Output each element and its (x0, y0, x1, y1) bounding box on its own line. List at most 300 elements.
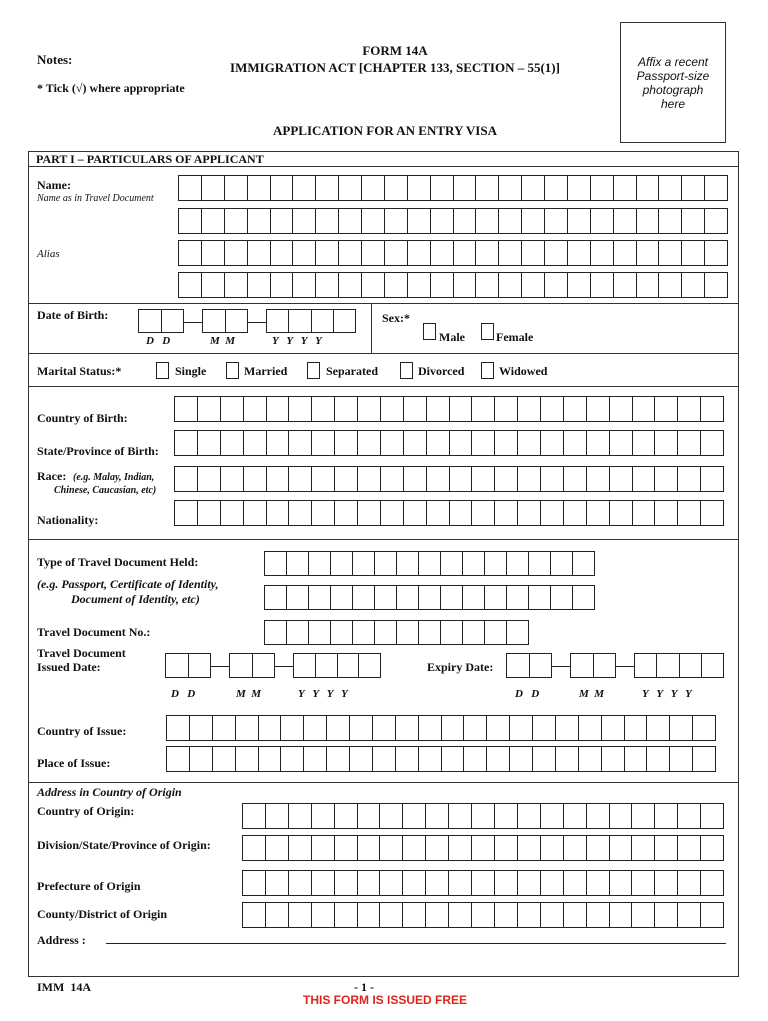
char-box[interactable] (244, 431, 267, 455)
char-box[interactable] (472, 903, 495, 927)
char-box[interactable] (335, 397, 358, 421)
char-box[interactable] (404, 397, 427, 421)
char-box[interactable] (705, 209, 727, 233)
char-box[interactable] (487, 716, 510, 740)
char-box[interactable] (385, 241, 408, 265)
division-of-origin-field[interactable] (242, 835, 724, 861)
char-box[interactable] (380, 804, 403, 828)
char-box[interactable] (610, 431, 633, 455)
char-box[interactable] (610, 804, 633, 828)
char-box[interactable] (426, 804, 449, 828)
char-box[interactable] (335, 804, 358, 828)
char-box[interactable] (397, 621, 419, 644)
char-box[interactable] (610, 501, 633, 525)
char-box[interactable] (587, 431, 610, 455)
char-box[interactable] (289, 467, 312, 491)
char-box[interactable] (375, 552, 397, 575)
issued-day[interactable] (165, 653, 211, 678)
char-box[interactable] (335, 501, 358, 525)
char-box[interactable] (682, 209, 705, 233)
char-box[interactable] (655, 903, 678, 927)
char-box[interactable] (485, 552, 507, 575)
char-box[interactable] (190, 716, 213, 740)
char-box[interactable] (533, 716, 556, 740)
char-box[interactable] (289, 903, 312, 927)
married-checkbox[interactable] (226, 362, 239, 379)
doc-no-field[interactable] (264, 620, 529, 645)
char-box[interactable] (362, 273, 385, 297)
char-box[interactable] (289, 836, 312, 860)
char-box[interactable] (633, 431, 656, 455)
char-box[interactable] (633, 501, 656, 525)
char-box[interactable] (381, 501, 404, 525)
dob-day[interactable] (138, 309, 184, 333)
char-box[interactable] (162, 310, 184, 332)
char-box[interactable] (408, 209, 431, 233)
char-box[interactable] (403, 804, 426, 828)
char-box[interactable] (587, 836, 610, 860)
char-box[interactable] (243, 836, 266, 860)
char-box[interactable] (594, 654, 616, 677)
char-box[interactable] (541, 836, 564, 860)
char-box[interactable] (705, 176, 727, 200)
char-box[interactable] (680, 654, 702, 677)
char-box[interactable] (541, 903, 564, 927)
country-of-issue-field[interactable] (166, 715, 716, 741)
char-box[interactable] (449, 903, 472, 927)
char-box[interactable] (610, 903, 633, 927)
char-box[interactable] (591, 241, 614, 265)
char-box[interactable] (403, 903, 426, 927)
char-box[interactable] (564, 836, 587, 860)
char-box[interactable] (358, 467, 381, 491)
char-box[interactable] (625, 747, 648, 771)
char-box[interactable] (545, 241, 568, 265)
char-box[interactable] (426, 903, 449, 927)
char-box[interactable] (541, 397, 564, 421)
char-box[interactable] (175, 501, 198, 525)
address-field[interactable] (106, 943, 726, 944)
issued-month[interactable] (229, 653, 275, 678)
char-box[interactable] (404, 467, 427, 491)
char-box[interactable] (289, 871, 312, 895)
char-box[interactable] (221, 467, 244, 491)
char-box[interactable] (312, 310, 334, 332)
char-box[interactable] (179, 176, 202, 200)
char-box[interactable] (541, 467, 564, 491)
char-box[interactable] (353, 552, 375, 575)
char-box[interactable] (225, 273, 248, 297)
char-box[interactable] (655, 836, 678, 860)
char-box[interactable] (189, 654, 211, 677)
male-checkbox[interactable] (423, 323, 436, 340)
char-box[interactable] (265, 586, 287, 609)
char-box[interactable] (441, 552, 463, 575)
char-box[interactable] (287, 552, 309, 575)
char-box[interactable] (614, 241, 637, 265)
char-box[interactable] (670, 716, 693, 740)
char-box[interactable] (198, 501, 221, 525)
char-box[interactable] (487, 747, 510, 771)
char-box[interactable] (266, 804, 289, 828)
char-box[interactable] (670, 747, 693, 771)
char-box[interactable] (495, 431, 518, 455)
char-box[interactable] (221, 501, 244, 525)
char-box[interactable] (243, 804, 266, 828)
char-box[interactable] (202, 273, 225, 297)
char-box[interactable] (289, 431, 312, 455)
char-box[interactable] (385, 209, 408, 233)
char-box[interactable] (179, 273, 202, 297)
char-box[interactable] (312, 501, 335, 525)
char-box[interactable] (312, 836, 335, 860)
char-box[interactable] (587, 903, 610, 927)
char-box[interactable] (507, 621, 528, 644)
char-box[interactable] (225, 209, 248, 233)
char-box[interactable] (541, 871, 564, 895)
char-box[interactable] (529, 552, 551, 575)
char-box[interactable] (312, 431, 335, 455)
char-box[interactable] (271, 176, 294, 200)
char-box[interactable] (518, 467, 541, 491)
char-box[interactable] (495, 397, 518, 421)
char-box[interactable] (610, 836, 633, 860)
char-box[interactable] (659, 241, 682, 265)
alias-field-line2[interactable] (178, 272, 728, 298)
char-box[interactable] (472, 501, 495, 525)
char-box[interactable] (441, 586, 463, 609)
char-box[interactable] (267, 397, 290, 421)
race-field[interactable] (174, 466, 724, 492)
char-box[interactable] (507, 552, 529, 575)
char-box[interactable] (316, 241, 339, 265)
place-of-issue-field[interactable] (166, 746, 716, 772)
char-box[interactable] (293, 273, 316, 297)
char-box[interactable] (167, 716, 190, 740)
char-box[interactable] (419, 552, 441, 575)
char-box[interactable] (339, 273, 362, 297)
char-box[interactable] (339, 241, 362, 265)
char-box[interactable] (259, 747, 282, 771)
char-box[interactable] (541, 501, 564, 525)
char-box[interactable] (259, 716, 282, 740)
char-box[interactable] (397, 586, 419, 609)
char-box[interactable] (312, 397, 335, 421)
char-box[interactable] (587, 871, 610, 895)
char-box[interactable] (293, 176, 316, 200)
char-box[interactable] (226, 310, 248, 332)
char-box[interactable] (655, 871, 678, 895)
char-box[interactable] (312, 871, 335, 895)
char-box[interactable] (678, 467, 701, 491)
char-box[interactable] (293, 241, 316, 265)
char-box[interactable] (309, 621, 331, 644)
char-box[interactable] (167, 747, 190, 771)
char-box[interactable] (625, 716, 648, 740)
char-box[interactable] (602, 747, 625, 771)
char-box[interactable] (499, 241, 522, 265)
char-box[interactable] (339, 176, 362, 200)
char-box[interactable] (591, 209, 614, 233)
char-box[interactable] (701, 871, 723, 895)
char-box[interactable] (485, 586, 507, 609)
char-box[interactable] (309, 586, 331, 609)
char-box[interactable] (678, 804, 701, 828)
char-box[interactable] (339, 209, 362, 233)
char-box[interactable] (309, 552, 331, 575)
char-box[interactable] (518, 501, 541, 525)
char-box[interactable] (267, 467, 290, 491)
char-box[interactable] (358, 871, 381, 895)
char-box[interactable] (230, 654, 253, 677)
char-box[interactable] (632, 804, 655, 828)
char-box[interactable] (518, 804, 541, 828)
char-box[interactable] (362, 209, 385, 233)
char-box[interactable] (248, 241, 271, 265)
alias-field-line1[interactable] (178, 240, 728, 266)
char-box[interactable] (385, 273, 408, 297)
char-box[interactable] (476, 241, 499, 265)
char-box[interactable] (419, 621, 441, 644)
char-box[interactable] (271, 273, 294, 297)
char-box[interactable] (316, 209, 339, 233)
char-box[interactable] (202, 241, 225, 265)
char-box[interactable] (373, 716, 396, 740)
char-box[interactable] (472, 431, 495, 455)
char-box[interactable] (702, 654, 723, 677)
char-box[interactable] (678, 836, 701, 860)
char-box[interactable] (573, 586, 594, 609)
char-box[interactable] (463, 586, 485, 609)
char-box[interactable] (316, 273, 339, 297)
char-box[interactable] (637, 209, 660, 233)
char-box[interactable] (266, 903, 289, 927)
char-box[interactable] (335, 903, 358, 927)
dob-month[interactable] (202, 309, 248, 333)
char-box[interactable] (637, 241, 660, 265)
char-box[interactable] (522, 241, 545, 265)
char-box[interactable] (564, 804, 587, 828)
char-box[interactable] (495, 836, 518, 860)
char-box[interactable] (427, 397, 450, 421)
char-box[interactable] (657, 654, 679, 677)
char-box[interactable] (587, 467, 610, 491)
name-field-line1[interactable] (178, 175, 728, 201)
char-box[interactable] (579, 747, 602, 771)
char-box[interactable] (449, 871, 472, 895)
char-box[interactable] (614, 273, 637, 297)
char-box[interactable] (701, 804, 723, 828)
char-box[interactable] (591, 176, 614, 200)
char-box[interactable] (335, 871, 358, 895)
char-box[interactable] (266, 871, 289, 895)
char-box[interactable] (350, 747, 373, 771)
char-box[interactable] (198, 397, 221, 421)
char-box[interactable] (495, 804, 518, 828)
char-box[interactable] (350, 716, 373, 740)
char-box[interactable] (335, 467, 358, 491)
char-box[interactable] (380, 836, 403, 860)
char-box[interactable] (545, 209, 568, 233)
char-box[interactable] (472, 871, 495, 895)
char-box[interactable] (564, 871, 587, 895)
char-box[interactable] (655, 431, 678, 455)
char-box[interactable] (265, 552, 287, 575)
char-box[interactable] (271, 241, 294, 265)
char-box[interactable] (431, 241, 454, 265)
char-box[interactable] (358, 903, 381, 927)
char-box[interactable] (701, 467, 723, 491)
char-box[interactable] (568, 209, 591, 233)
char-box[interactable] (610, 467, 633, 491)
char-box[interactable] (551, 552, 573, 575)
char-box[interactable] (633, 467, 656, 491)
char-box[interactable] (331, 621, 353, 644)
char-box[interactable] (510, 747, 533, 771)
char-box[interactable] (202, 176, 225, 200)
char-box[interactable] (454, 176, 477, 200)
single-checkbox[interactable] (156, 362, 169, 379)
char-box[interactable] (381, 397, 404, 421)
char-box[interactable] (385, 176, 408, 200)
char-box[interactable] (362, 176, 385, 200)
char-box[interactable] (564, 501, 587, 525)
char-box[interactable] (614, 176, 637, 200)
char-box[interactable] (358, 836, 381, 860)
char-box[interactable] (198, 431, 221, 455)
char-box[interactable] (635, 654, 657, 677)
char-box[interactable] (564, 903, 587, 927)
char-box[interactable] (331, 552, 353, 575)
char-box[interactable] (568, 176, 591, 200)
char-box[interactable] (359, 654, 380, 677)
char-box[interactable] (404, 431, 427, 455)
char-box[interactable] (573, 552, 594, 575)
char-box[interactable] (265, 621, 287, 644)
char-box[interactable] (271, 209, 294, 233)
char-box[interactable] (529, 586, 551, 609)
char-box[interactable] (476, 176, 499, 200)
char-box[interactable] (518, 903, 541, 927)
char-box[interactable] (293, 209, 316, 233)
char-box[interactable] (419, 586, 441, 609)
char-box[interactable] (659, 209, 682, 233)
char-box[interactable] (693, 747, 715, 771)
char-box[interactable] (545, 273, 568, 297)
char-box[interactable] (335, 836, 358, 860)
char-box[interactable] (495, 871, 518, 895)
dob-year[interactable] (266, 309, 356, 333)
expiry-day[interactable] (506, 653, 552, 678)
char-box[interactable] (289, 501, 312, 525)
char-box[interactable] (564, 467, 587, 491)
char-box[interactable] (499, 273, 522, 297)
char-box[interactable] (179, 209, 202, 233)
expiry-year[interactable] (634, 653, 724, 678)
char-box[interactable] (190, 747, 213, 771)
char-box[interactable] (175, 397, 198, 421)
char-box[interactable] (530, 654, 552, 677)
char-box[interactable] (655, 397, 678, 421)
separated-checkbox[interactable] (307, 362, 320, 379)
widowed-checkbox[interactable] (481, 362, 494, 379)
char-box[interactable] (331, 586, 353, 609)
char-box[interactable] (507, 654, 530, 677)
prefecture-field[interactable] (242, 870, 724, 896)
char-box[interactable] (225, 241, 248, 265)
char-box[interactable] (450, 501, 473, 525)
char-box[interactable] (139, 310, 162, 332)
char-box[interactable] (556, 747, 579, 771)
char-box[interactable] (693, 716, 715, 740)
char-box[interactable] (396, 747, 419, 771)
char-box[interactable] (175, 467, 198, 491)
char-box[interactable] (522, 273, 545, 297)
char-box[interactable] (312, 467, 335, 491)
char-box[interactable] (533, 747, 556, 771)
char-box[interactable] (701, 501, 723, 525)
char-box[interactable] (431, 273, 454, 297)
char-box[interactable] (682, 241, 705, 265)
char-box[interactable] (408, 176, 431, 200)
char-box[interactable] (568, 241, 591, 265)
char-box[interactable] (701, 836, 723, 860)
char-box[interactable] (358, 501, 381, 525)
char-box[interactable] (591, 273, 614, 297)
char-box[interactable] (454, 209, 477, 233)
photo-box[interactable] (620, 22, 726, 143)
char-box[interactable] (213, 716, 236, 740)
char-box[interactable] (267, 501, 290, 525)
char-box[interactable] (381, 431, 404, 455)
char-box[interactable] (225, 176, 248, 200)
char-box[interactable] (266, 836, 289, 860)
char-box[interactable] (633, 397, 656, 421)
name-field-line2[interactable] (178, 208, 728, 234)
char-box[interactable] (450, 431, 473, 455)
char-box[interactable] (472, 467, 495, 491)
char-box[interactable] (518, 431, 541, 455)
char-box[interactable] (518, 397, 541, 421)
female-checkbox[interactable] (481, 323, 494, 340)
char-box[interactable] (476, 273, 499, 297)
char-box[interactable] (541, 804, 564, 828)
char-box[interactable] (472, 397, 495, 421)
char-box[interactable] (408, 241, 431, 265)
char-box[interactable] (213, 747, 236, 771)
char-box[interactable] (403, 871, 426, 895)
char-box[interactable] (289, 804, 312, 828)
char-box[interactable] (373, 747, 396, 771)
char-box[interactable] (248, 273, 271, 297)
char-box[interactable] (353, 621, 375, 644)
char-box[interactable] (426, 871, 449, 895)
char-box[interactable] (248, 209, 271, 233)
char-box[interactable] (541, 431, 564, 455)
char-box[interactable] (659, 176, 682, 200)
char-box[interactable] (427, 501, 450, 525)
char-box[interactable] (244, 467, 267, 491)
char-box[interactable] (464, 716, 487, 740)
nationality-field[interactable] (174, 500, 724, 526)
char-box[interactable] (202, 209, 225, 233)
char-box[interactable] (518, 836, 541, 860)
char-box[interactable] (427, 431, 450, 455)
char-box[interactable] (495, 501, 518, 525)
char-box[interactable] (335, 431, 358, 455)
char-box[interactable] (507, 586, 529, 609)
char-box[interactable] (381, 467, 404, 491)
